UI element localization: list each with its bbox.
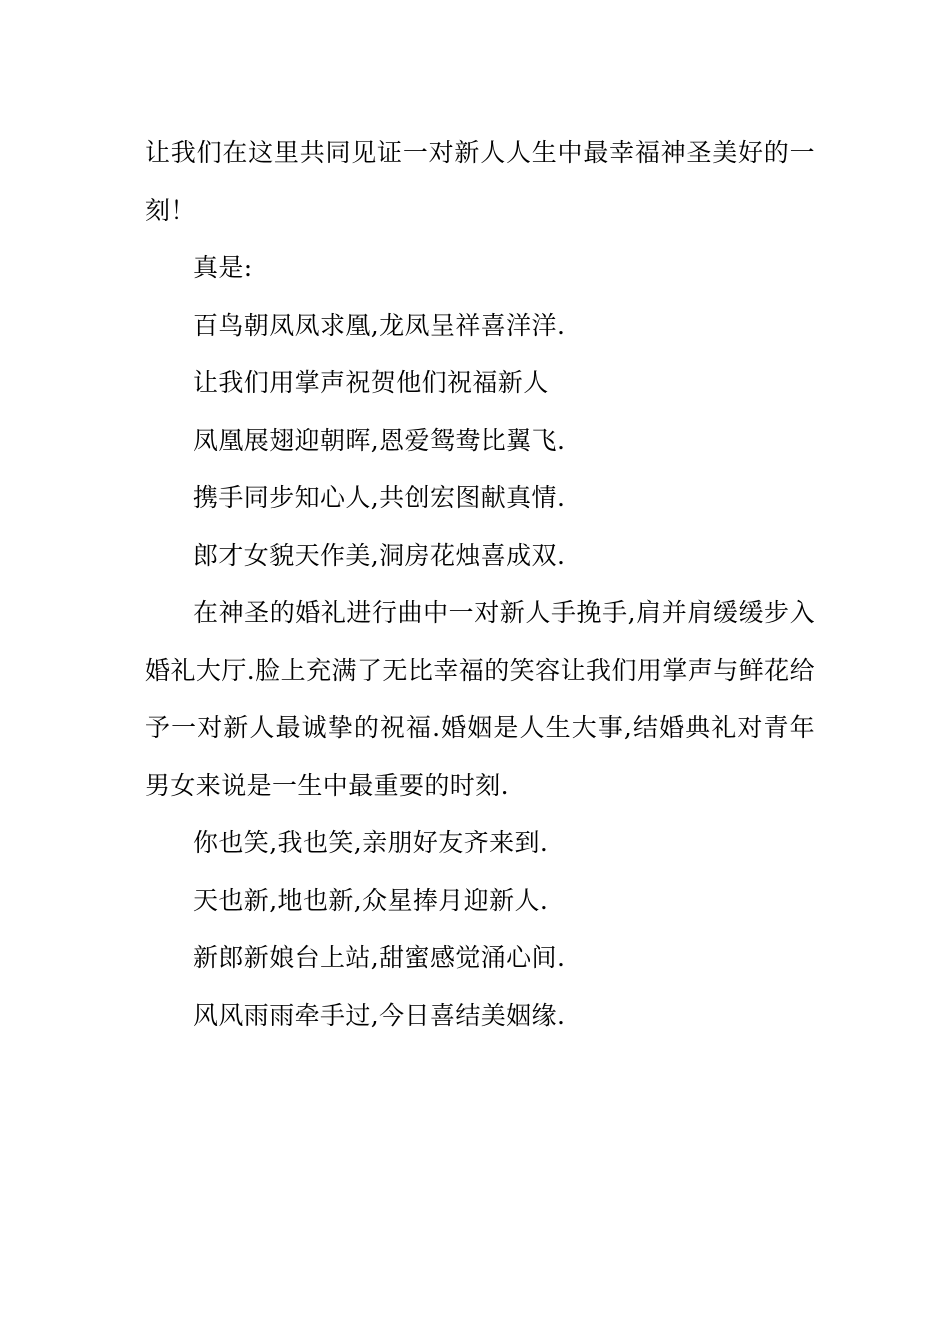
poem-line: 新郎新娘台上站,甜蜜感觉涌心间. xyxy=(193,943,566,972)
paragraph-opening: 让我们在这里共同见证一对新人人生中最幸福神圣美好的一刻！ xyxy=(145,138,815,225)
poem-line: 风风雨雨牵手过,今日喜结美姻缘. xyxy=(193,1000,566,1030)
paragraph-intro: 真是: xyxy=(193,253,253,282)
paragraph-ceremony: 在神圣的婚礼进行曲中一对新人手挽手,肩并肩缓缓步入婚礼大厅.脸上充满了无比幸福的笑容让我们用掌声与鲜花给予一对新人最诚挚的祝福.婚姻是人生大事,结婚典礼对青年男女来说是一生中最重要的时刻. xyxy=(145,598,815,800)
poem-line: 你也笑,我也笑,亲朋好友齐来到. xyxy=(193,828,549,857)
poem-line: 郎才女貌天作美,洞房花烛喜成双. xyxy=(193,540,566,570)
poem-line: 百鸟朝凤凤求凰,龙凤呈祥喜洋洋. xyxy=(193,310,566,340)
poem-line: 携手同步知心人,共创宏图献真情. xyxy=(193,483,566,512)
document-body xyxy=(145,124,815,1044)
poem-line: 凤凰展翅迎朝晖,恩爱鸳鸯比翼飞. xyxy=(193,425,566,455)
paragraph-line: 让我们用掌声祝贺他们祝福新人 xyxy=(193,368,549,397)
poem-line: 天也新,地也新,众星捧月迎新人. xyxy=(193,885,549,915)
